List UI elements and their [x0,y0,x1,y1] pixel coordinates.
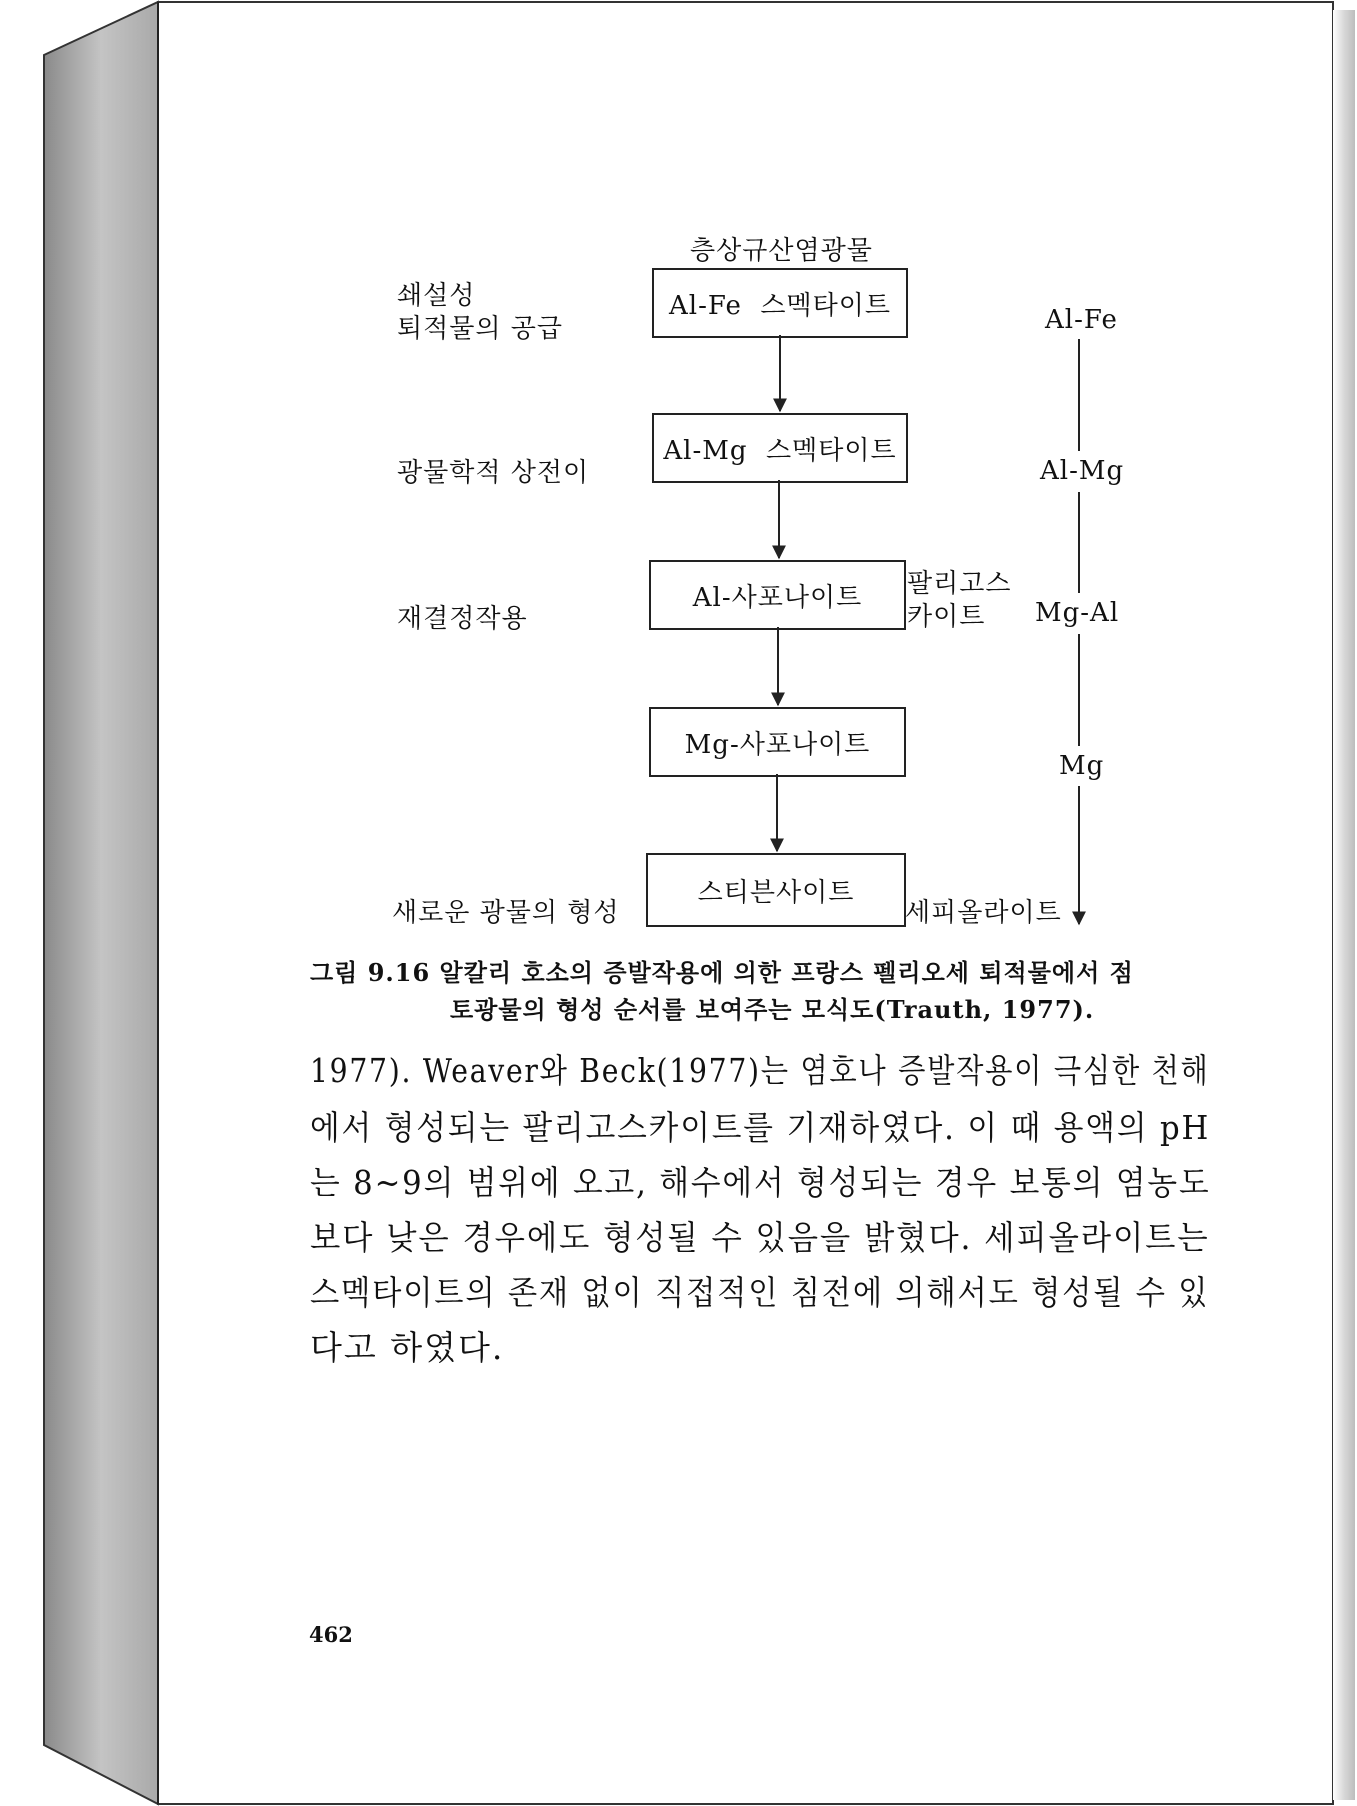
label-palygorskite-2: 카이트 [907,602,986,632]
label-phase-transition: 광물학적 상전이 [397,458,590,488]
label-sepiolite: 세피올라이트 [905,898,1062,928]
scale-almg: Al-Mg [1040,456,1125,486]
box-almg-smectite: Al-Mg 스멕타이트 [652,413,908,483]
scale-alfe: Al-Fe [1045,305,1118,335]
box-stevensite: 스티븐사이트 [646,853,906,927]
label-clastic-supply-1: 쇄설성 [397,281,476,311]
label-new-mineral-formation: 새로운 광물의 형성 [392,898,620,928]
label-clastic-supply-2: 퇴적물의 공급 [397,314,563,344]
figure-caption-line-1: 그림 9.16 알칼리 호소의 증발작용에 의한 프랑스 펠리오세 퇴적물에서 점 [310,958,1134,987]
scale-mgal: Mg-Al [1035,598,1120,628]
box-mg-saponite: Mg-사포나이트 [649,707,906,777]
figure-caption-line-2: 토광물의 형성 순서를 보여주는 모식도(Trauth, 1977). [450,995,1095,1024]
body-line-4: 보다 낮은 경우에도 형성될 수 있음을 밝혔다. 세피올라이트는 [310,1218,1210,1257]
body-line-6: 다고 하였다. [310,1328,505,1367]
body-line-1: 1977). Weaver와 Beck(1977)는 염호나 증발작용이 극심한 천해 [310,1051,1210,1090]
page-edge-shadow [1333,10,1355,1800]
box-al-saponite: Al-사포나이트 [649,560,906,630]
column-title: 층상규산염광물 [690,236,873,266]
body-line-2: 에서 형성되는 팔리고스카이트를 기재하였다. 이 때 용액의 pH [310,1108,1211,1147]
book-spine [44,2,158,1804]
page-number: 462 [309,1622,353,1647]
label-recrystallization: 재결정작용 [397,604,528,634]
body-line-3: 는 8~9의 범위에 오고, 해수에서 형성되는 경우 보통의 염농도 [310,1163,1211,1202]
body-line-5: 스멕타이트의 존재 없이 직접적인 침전에 의해서도 형성될 수 있 [310,1273,1210,1312]
label-palygorskite-1: 팔리고스 [907,569,1012,599]
scale-mg: Mg [1059,751,1105,781]
box-alfe-smectite: Al-Fe 스멕타이트 [652,268,908,338]
